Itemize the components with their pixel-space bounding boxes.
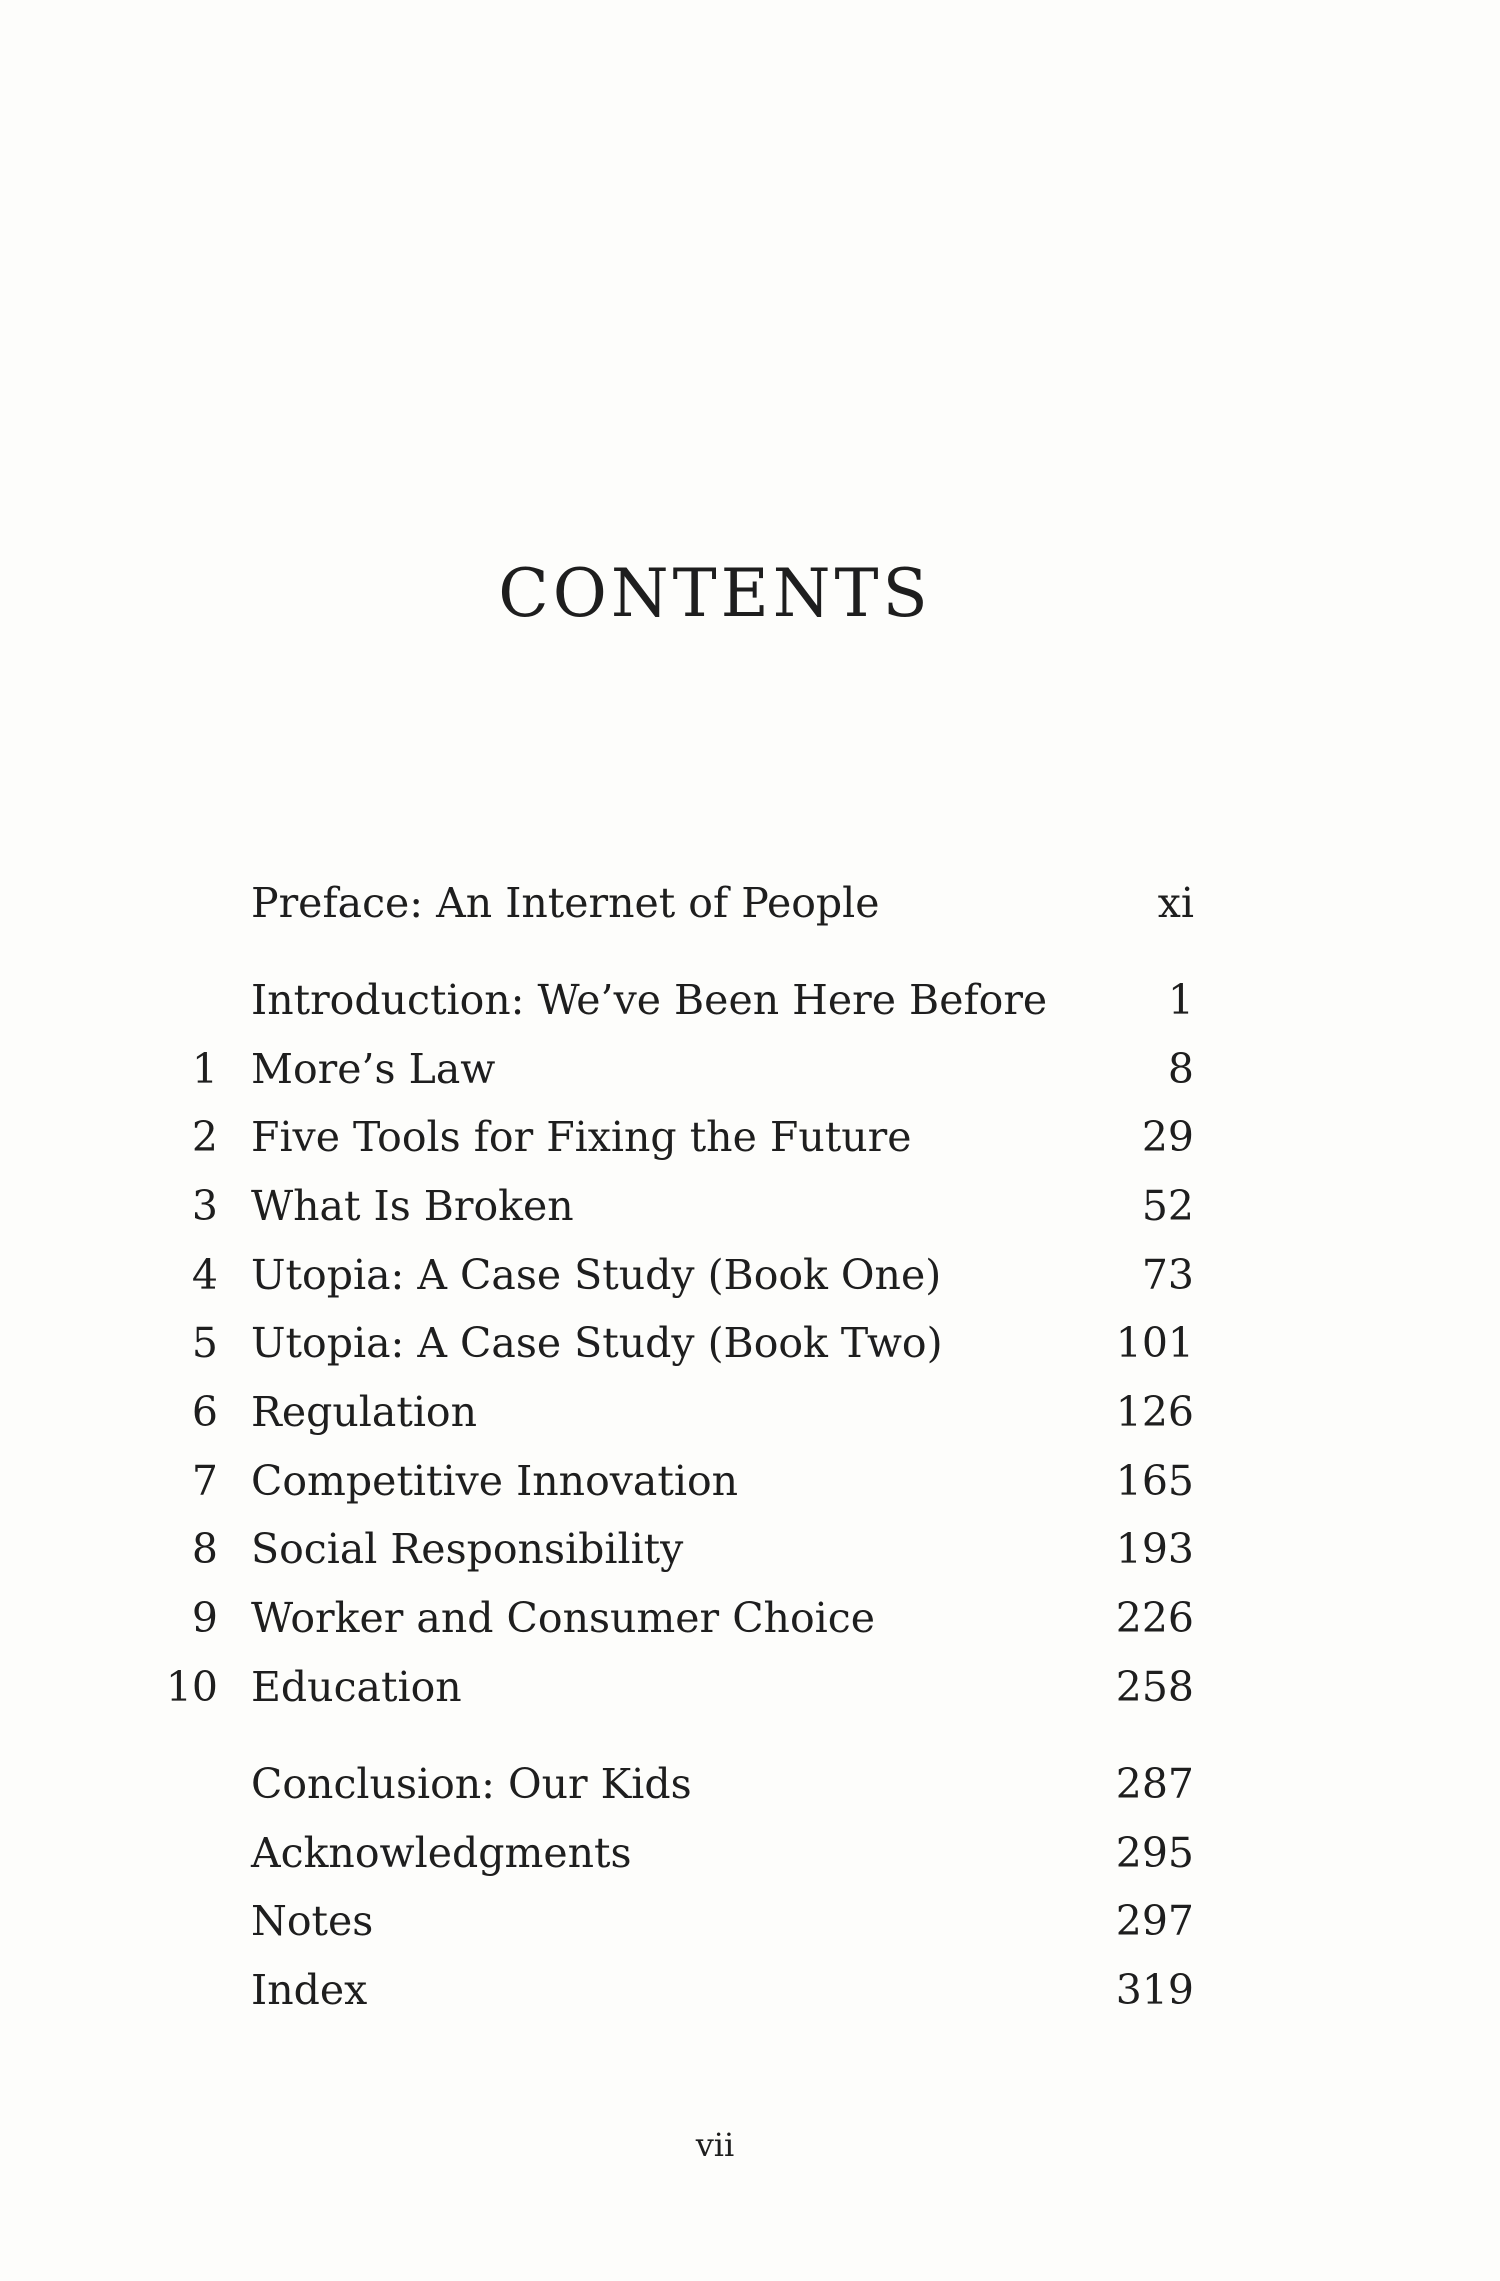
toc-entry <box>0 1588 1500 1648</box>
page-title: CONTENTS <box>498 555 932 632</box>
toc-entry-title: Acknowledgments <box>251 1829 632 1877</box>
toc-entry-page: 29 <box>1141 1113 1194 1161</box>
toc-entry-page: 165 <box>1115 1457 1194 1505</box>
toc-entry-page: 101 <box>1115 1319 1194 1367</box>
toc-entry-title: Worker and Consumer Choice <box>251 1594 875 1642</box>
toc-entry-page: 295 <box>1115 1829 1194 1877</box>
toc-entry <box>0 1382 1500 1442</box>
toc-entry-number: 8 <box>191 1525 218 1573</box>
toc-entry-title: What Is Broken <box>251 1182 574 1230</box>
toc-entry-title: Utopia: A Case Study (Book One) <box>251 1251 942 1299</box>
toc-entry-page: 258 <box>1115 1663 1194 1711</box>
toc-entry-page: 287 <box>1115 1760 1194 1808</box>
toc-entry <box>0 1754 1500 1814</box>
toc-entry-title: Introduction: We’ve Been Here Before <box>251 976 1048 1024</box>
toc-entry-title: More’s Law <box>251 1045 496 1093</box>
toc-entry <box>0 1823 1500 1883</box>
toc-entry-number: 6 <box>191 1388 218 1436</box>
toc-entry-title: Education <box>251 1663 462 1711</box>
toc-entry-page: 8 <box>1167 1045 1194 1093</box>
toc-entry-number: 5 <box>191 1319 218 1367</box>
page-number: vii <box>695 2126 735 2164</box>
toc-entry-title: Regulation <box>251 1388 478 1436</box>
toc-entry-page: xi <box>1157 879 1194 927</box>
toc-entry-title: Index <box>251 1966 368 2014</box>
toc-entry-page: 226 <box>1115 1594 1194 1642</box>
toc-entry-page: 52 <box>1141 1182 1194 1230</box>
toc-entry-page: 319 <box>1115 1966 1194 2014</box>
toc-entry-title: Conclusion: Our Kids <box>251 1760 692 1808</box>
toc-entry <box>0 1891 1500 1951</box>
toc-entry-page: 297 <box>1115 1897 1194 1945</box>
toc-entry-number: 2 <box>191 1113 218 1161</box>
toc-entry-number: 4 <box>191 1251 218 1299</box>
toc-entry-number: 1 <box>191 1045 218 1093</box>
toc-entry <box>0 1176 1500 1236</box>
toc-entry-page: 193 <box>1115 1525 1194 1573</box>
toc-entry-number: 3 <box>191 1182 218 1230</box>
toc-entry-title: Competitive Innovation <box>251 1457 739 1505</box>
toc-entry-title: Five Tools for Fixing the Future <box>251 1113 912 1161</box>
toc-entry <box>0 1519 1500 1579</box>
toc-entry <box>0 970 1500 1030</box>
toc-entry-page: 1 <box>1167 976 1194 1024</box>
toc-entry-page: 126 <box>1115 1388 1194 1436</box>
toc-entry <box>0 1039 1500 1099</box>
toc-entry <box>0 1245 1500 1305</box>
toc-entry <box>0 1960 1500 2020</box>
toc-entry <box>0 1107 1500 1167</box>
toc-entry-title: Utopia: A Case Study (Book Two) <box>251 1319 943 1367</box>
toc-entry <box>0 873 1500 933</box>
toc-entry-title: Social Responsibility <box>251 1525 684 1573</box>
toc-entry-number: 10 <box>165 1663 218 1711</box>
toc-entry <box>0 1313 1500 1373</box>
toc-entry-title: Preface: An Internet of People <box>251 879 880 927</box>
toc-entry <box>0 1451 1500 1511</box>
toc-entry <box>0 1657 1500 1717</box>
toc-entry-number: 7 <box>191 1457 218 1505</box>
toc-entry-title: Notes <box>251 1897 374 1945</box>
toc-entry-number: 9 <box>191 1594 218 1642</box>
toc-entry-page: 73 <box>1141 1251 1194 1299</box>
